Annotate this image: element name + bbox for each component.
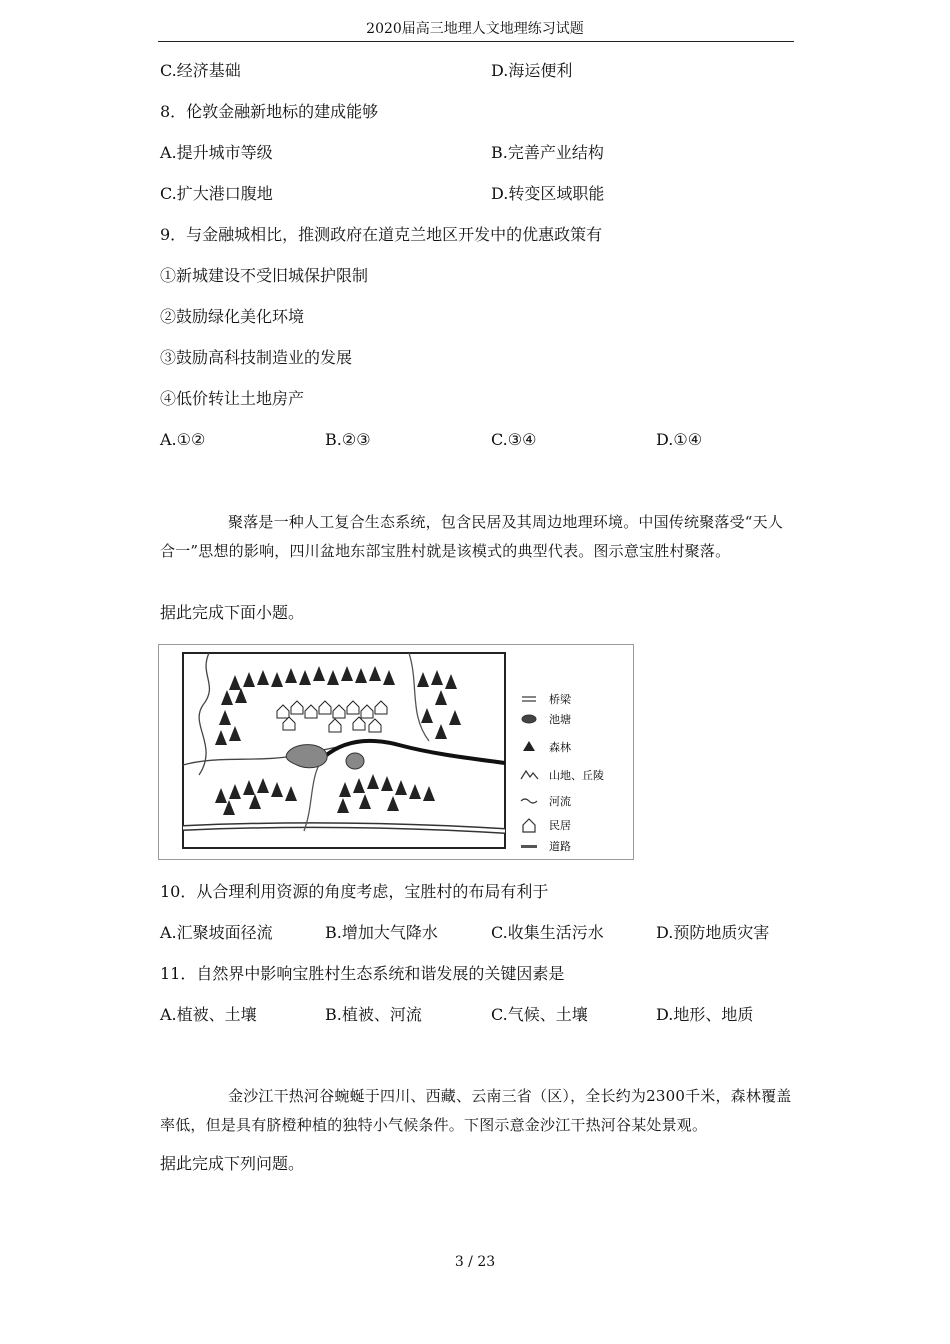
page-number: 3 / 23 bbox=[454, 1254, 496, 1270]
river-icon bbox=[521, 799, 537, 803]
header-rule bbox=[158, 41, 794, 42]
q11-option-c: C.气候、土壤 bbox=[491, 1005, 588, 1024]
forest-south-east bbox=[337, 774, 435, 813]
q8-option-b: B.完善产业结构 bbox=[491, 143, 604, 162]
q9-stem: 9．与金融城相比，推测政府在道克兰地区开发中的优惠政策有 bbox=[160, 225, 603, 244]
q11-option-d: D.地形、地质 bbox=[656, 1005, 754, 1024]
bridge-icon bbox=[522, 697, 536, 701]
passage-settlement: 聚落是一种人工复合生态系统，包含民居及其周边地理环境。中国传统聚落受“天人合一”思想的影响，四川盆地东部宝胜村就是该模式的典型代表。图示意宝胜村聚落。 bbox=[160, 513, 784, 560]
q11-stem: 11．自然界中影响宝胜村生态系统和谐发展的关键因素是 bbox=[160, 964, 565, 983]
q7-option-c: C.经济基础 bbox=[160, 61, 241, 80]
q9-statement-2: ②鼓励绿化美化环境 bbox=[160, 307, 305, 326]
q9-option-b: B.②③ bbox=[325, 430, 371, 449]
q11-option-a: A.植被、土壤 bbox=[160, 1005, 257, 1024]
map-frame bbox=[183, 653, 505, 848]
forest-clusters bbox=[215, 666, 461, 815]
river-branch-lower bbox=[183, 743, 359, 765]
q8-option-d: D.转变区域职能 bbox=[491, 184, 605, 203]
q9-statement-4: ④低价转让土地房产 bbox=[160, 389, 305, 408]
forest-west bbox=[215, 710, 241, 745]
q9-statement-3: ③鼓励高科技制造业的发展 bbox=[160, 348, 353, 367]
page-header: 2020届高三地理人文地理练习试题 bbox=[366, 21, 584, 37]
q9-statement-1: ①新城建设不受旧城保护限制 bbox=[160, 266, 369, 285]
q9-option-d: D.①④ bbox=[656, 430, 703, 449]
q10-option-a: A.汇聚坡面径流 bbox=[160, 923, 273, 942]
river-branch-left bbox=[199, 653, 209, 775]
house-icon bbox=[523, 819, 535, 832]
q8-stem: 8．伦敦金融新地标的建成能够 bbox=[160, 102, 379, 121]
forest-icon bbox=[523, 741, 535, 751]
passage-settlement-prompt: 据此完成下面小题。 bbox=[160, 603, 305, 622]
forest-east bbox=[417, 670, 461, 739]
q8-option-a: A.提升城市等级 bbox=[160, 143, 273, 162]
legend-road-label: 道路 bbox=[549, 840, 571, 853]
q10-option-c: C.收集生活污水 bbox=[491, 923, 604, 942]
legend-house-label: 民居 bbox=[549, 819, 571, 832]
q10-stem: 10．从合理利用资源的角度考虑，宝胜村的布局有利于 bbox=[160, 882, 549, 901]
q10-option-b: B.增加大气降水 bbox=[325, 923, 438, 942]
legend-forest-label: 森林 bbox=[549, 741, 571, 754]
legend-hill-label: 山地、丘陵 bbox=[549, 769, 604, 782]
q7-option-d: D.海运便利 bbox=[491, 61, 573, 80]
river-branch-north bbox=[409, 653, 429, 741]
legend-bridge-label: 桥梁 bbox=[549, 693, 571, 706]
pond-large bbox=[286, 745, 327, 768]
q11-option-b: B.植被、河流 bbox=[325, 1005, 422, 1024]
q8-option-c: C.扩大港口腹地 bbox=[160, 184, 273, 203]
road-icon bbox=[521, 845, 537, 848]
pond-icon bbox=[522, 715, 536, 723]
q9-option-a: A.①② bbox=[160, 430, 206, 449]
passage-jinsha-prompt: 据此完成下列问题。 bbox=[160, 1154, 305, 1173]
legend-river-label: 河流 bbox=[549, 795, 571, 808]
forest-south-west bbox=[215, 778, 297, 815]
settlement-map bbox=[159, 645, 633, 859]
settlement-map-figure bbox=[158, 644, 634, 860]
forest-north-west bbox=[221, 666, 395, 705]
q10-option-d: D.预防地质灾害 bbox=[656, 923, 770, 942]
q9-option-c: C.③④ bbox=[491, 430, 537, 449]
pond-small bbox=[346, 753, 364, 769]
hill-icon bbox=[521, 771, 538, 779]
legend-pond-label: 池塘 bbox=[549, 713, 571, 726]
village-houses bbox=[277, 701, 387, 732]
map-legend-symbols bbox=[521, 697, 538, 848]
passage-jinsha-river: 金沙江干热河谷蜿蜒于四川、西藏、云南三省（区），全长约为2300千米，森林覆盖率低，但是具有脐橙种植的独特小气候条件。下图示意金沙江干热河谷某处景观。 bbox=[160, 1087, 792, 1134]
